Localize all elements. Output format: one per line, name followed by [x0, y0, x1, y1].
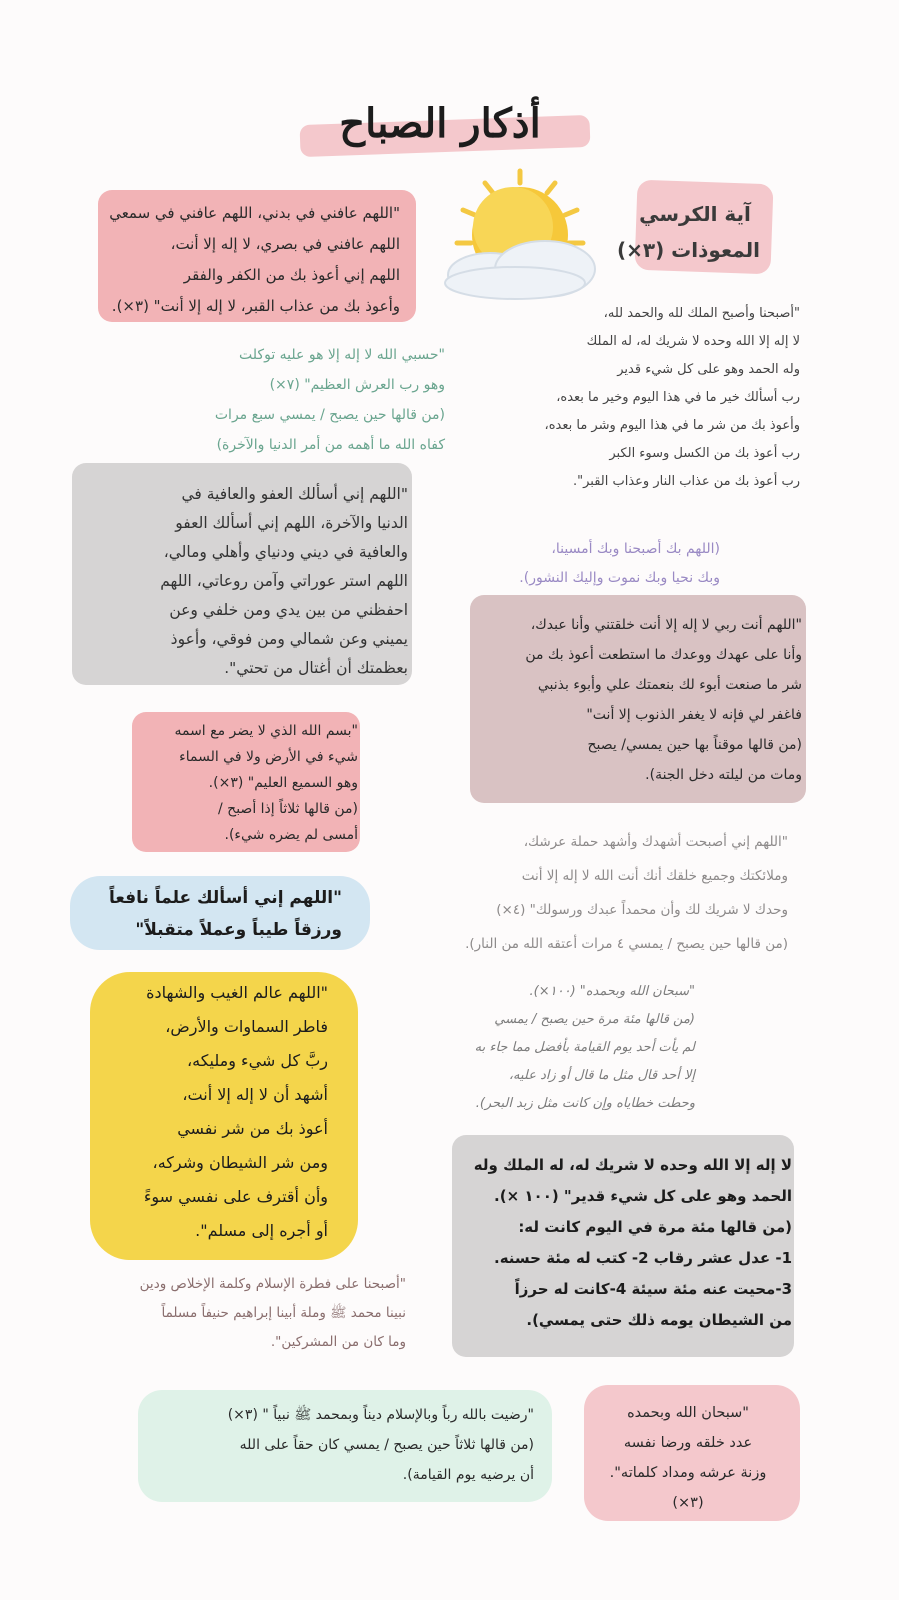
bismillah-line: وهو السميع العليم" (٣×).: [208, 775, 358, 791]
radeet-text: [150, 1400, 534, 1490]
sayyid-line: ومات من ليلته دخل الجنة).: [645, 767, 802, 783]
fitra-line: وما كان من المشركين".: [270, 1334, 406, 1350]
sayyid-line: فاغفر لي فإنه لا يغفر الذنوب إلا أنت": [586, 707, 802, 723]
afw-line: والعافية في ديني ودنياي وأهلي ومالي،: [163, 543, 408, 561]
ashhaduk-line: "اللهم إني أصبحت أشهدك وأشهد حملة عرشك،: [523, 834, 788, 850]
ashhaduk-line: وحدك لا شريك لك وأن محمداً عبدك ورسولك" (٤×): [496, 902, 788, 918]
subhan-adad-line: وزنة عرشه ومداد كلماته".: [609, 1465, 767, 1481]
bismillah-line: "بسم الله الذي لا يضر مع اسمه: [174, 723, 358, 739]
sayyid-text: [470, 610, 802, 790]
afw-line: احفظني من بين يدي ومن خلفي وعن: [169, 601, 408, 619]
ashhaduk-text: [410, 825, 788, 961]
asbahna-line: رب أعوذ بك من عذاب النار وعذاب القبر".: [573, 474, 800, 489]
hasbi-line: (من قالها حين يصبح / يمسي سبع مرات: [214, 407, 445, 423]
asbahna-line: وأعوذ بك من شر ما في هذا اليوم وشر ما بعده،: [544, 418, 800, 433]
bismillah-line: شيء في الأرض ولا في السماء: [179, 749, 358, 765]
bismillah-line: أمسى لم يضره شيء).: [224, 827, 358, 843]
subhan-adad-line: "سبحان الله وبحمده: [627, 1405, 749, 1421]
afw-line: اللهم استر عوراتي وآمن روعاتي، اللهم: [160, 572, 408, 590]
afini-line: اللهم عافني في بصري، لا إله إلا أنت،: [170, 235, 400, 253]
ayat-text: [616, 196, 760, 268]
ghayb-line: أو أجره إلى مسلم".: [195, 1221, 328, 1240]
fitra-text: [90, 1270, 406, 1357]
hasbi-text: [195, 340, 445, 460]
ghayb-line: ومن شر الشيطان وشركه،: [152, 1153, 328, 1172]
afini-line: "اللهم عافني في بدني، اللهم عافني في سمعي: [109, 204, 400, 222]
fitra-line: نبينا محمد ﷺ وملة أبينا إبراهيم حنيفاً مسلماً: [161, 1305, 406, 1321]
ghayb-text: [100, 976, 328, 1248]
sayyid-line: وأنا على عهدك ووعدك ما استطعت أعوذ بك من: [525, 647, 802, 663]
hasbi-line: كفاه الله ما أهمه من أمر الدنيا والآخرة): [216, 437, 445, 453]
bismillah-text: [140, 718, 358, 848]
ashhaduk-line: وملائكتك وجميع خلقك أنك أنت الله لا إله إلا أنت: [521, 868, 788, 884]
radeet-line: "رضيت بالله رباً وبالإسلام ديناً وبمحمد ﷺ نبياً " (٣×): [227, 1407, 534, 1423]
page-title: أذكار الصباح: [339, 100, 541, 147]
sayyid-line: شر ما صنعت أبوء لك بنعمتك علي وأبوء بذنبي: [537, 677, 802, 693]
subhan-bihamdih-text: [395, 978, 695, 1118]
bika-text: [470, 535, 720, 593]
afini-line: اللهم إني أعوذ بك من الكفر والفقر: [183, 266, 400, 284]
sun-cloud-icon: [435, 165, 615, 305]
ilm-line: "اللهم إني أسألك علماً نافعاً: [109, 888, 342, 908]
asbahna-line: رب أسألك خير ما في هذا اليوم وخير ما بعده،: [556, 390, 800, 405]
afw-line: يميني وعن شمالي ومن فوقي، وأعوذ: [170, 630, 408, 648]
ghayb-line: وأن أقترف على نفسي سوءً: [143, 1187, 328, 1206]
afw-line: الدنيا والآخرة، اللهم إني أسألك العفو: [175, 514, 408, 532]
subhan-bihamdih-line: إلا أحد قال مثل ما قال أو زاد عليه،: [508, 1068, 695, 1083]
subhan-adad-text: [590, 1398, 786, 1518]
subhan-adad-line: (٣×): [672, 1495, 704, 1511]
afini-text: [100, 198, 400, 322]
ghayb-line: "اللهم عالم الغيب والشهادة: [146, 983, 328, 1002]
bika-line: وبك نحيا وبك نموت وإليك النشور).: [519, 570, 720, 586]
ilm-line: ورزقاً طيباً وعملاً متقبلاً": [135, 920, 342, 940]
tahlil-line: 3-محيت عنه مئة سيئة 4-كانت له حرزاً: [514, 1280, 792, 1298]
afw-line: بعظمتك أن أغتال من تحتي".: [224, 659, 408, 677]
ayat-line: المعوذات (٣×): [616, 238, 760, 262]
asbahna-line: لا إله إلا الله وحده لا شريك له، له الملك: [586, 334, 800, 349]
asbahna-line: وله الحمد وهو على كل شيء قدير: [617, 362, 800, 377]
sayyid-line: (من قالها موقناً بها حين يمسي/ يصبح: [587, 737, 802, 753]
ghayb-line: أشهد أن لا إله إلا أنت،: [182, 1085, 328, 1104]
ilm-text: [80, 882, 342, 946]
afini-line: وأعوذ بك من عذاب القبر، لا إله إلا أنت" (٣×).: [111, 297, 400, 315]
hasbi-line: وهو رب العرش العظيم" (٧×): [269, 377, 445, 393]
subhan-bihamdih-line: "سبحان الله وبحمده" (١٠٠×).: [529, 984, 695, 999]
tahlil-line: من الشيطان يومه ذلك حتى يمسي).: [526, 1311, 792, 1329]
bismillah-line: (من قالها ثلاثاً إذا أصبح /: [218, 801, 358, 817]
ashhaduk-line: (من قالها حين يصبح / يمسي ٤ مرات أعتقه الله من النار).: [465, 936, 788, 952]
radeet-line: (من قالها ثلاثاً حين يصبح / يمسي كان حقاً على الله: [239, 1437, 534, 1453]
afw-line: "اللهم إني أسألك العفو والعافية في: [181, 485, 408, 503]
radeet-line: أن يرضيه يوم القيامة).: [402, 1467, 534, 1483]
tahlil-text: [456, 1150, 792, 1336]
tahlil-line: 1- عدل عشر رقاب 2- كتب له مئة حسنه.: [494, 1249, 792, 1267]
asbahna-text: [510, 300, 800, 496]
hasbi-line: "حسبي الله لا إله إلا هو عليه توكلت: [239, 347, 445, 363]
subhan-bihamdih-line: وحطت خطاياه وإن كانت مثل زبد البحر).: [475, 1096, 695, 1111]
tahlil-line: لا إله إلا الله وحده لا شريك له، له الملك وله: [473, 1156, 792, 1174]
ghayb-line: ربَّ كل شيء ومليكه،: [186, 1051, 328, 1070]
sayyid-line: "اللهم أنت ربي لا إله إلا أنت خلقتني وأنا عبدك،: [530, 617, 802, 633]
ghayb-line: فاطر السماوات والأرض،: [165, 1017, 328, 1036]
ghayb-line: أعوذ بك من شر نفسي: [177, 1119, 328, 1138]
asbahna-line: رب أعوذ بك من الكسل وسوء الكبر: [609, 446, 800, 461]
bika-line: (اللهم بك أصبحنا وبك أمسينا،: [551, 541, 720, 557]
subhan-bihamdih-line: (من قالها مئة مرة حين يصبح / يمسي: [494, 1012, 695, 1027]
subhan-adad-line: عدد خلقه ورضا نفسه: [623, 1435, 753, 1451]
subhan-bihamdih-line: لم يأت أحد يوم القيامة بأفضل مما جاء به: [474, 1040, 695, 1055]
fitra-line: "أصبحنا على فطرة الإسلام وكلمة الإخلاص ودين: [139, 1276, 406, 1292]
tahlil-line: الحمد وهو على كل شيء قدير" (١٠٠ ×).: [494, 1187, 792, 1205]
asbahna-line: "أصبحنا وأصبح الملك لله والحمد لله،: [603, 306, 800, 321]
ayat-line: آية الكرسي: [639, 202, 751, 226]
tahlil-line: (من قالها مئة مرة في اليوم كانت له:: [518, 1218, 792, 1236]
afw-text: [80, 480, 408, 683]
